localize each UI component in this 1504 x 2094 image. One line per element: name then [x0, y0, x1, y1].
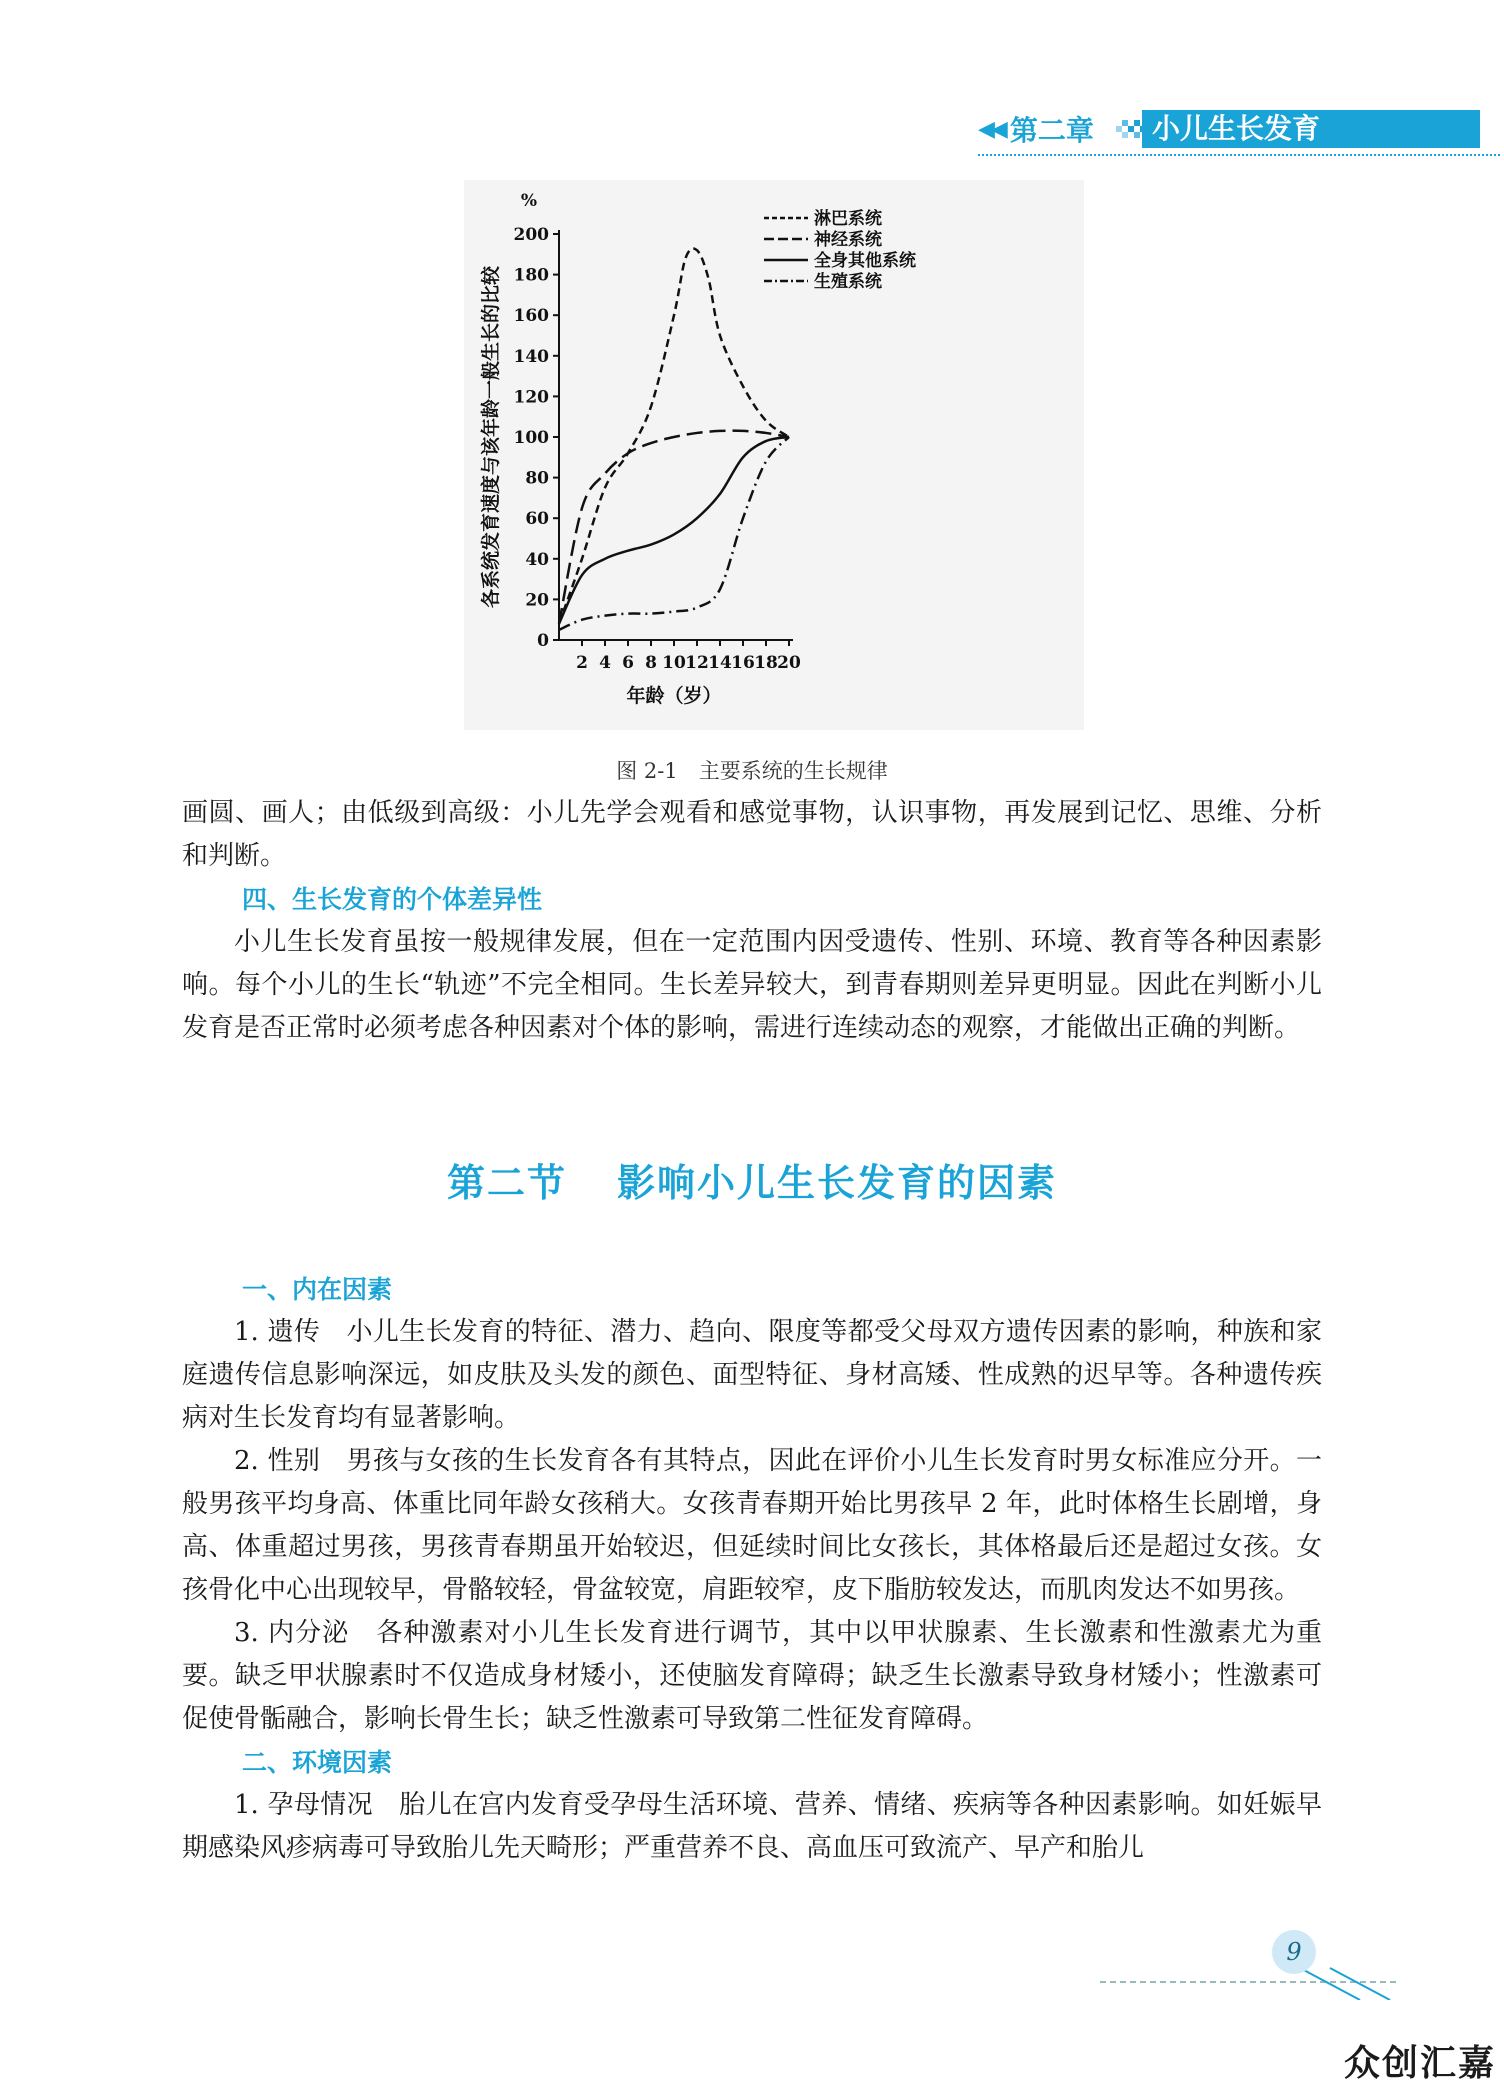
header-divider: [978, 154, 1500, 160]
x-axis-label: 年龄（岁）: [626, 685, 722, 707]
y-tick-label: 40: [525, 549, 549, 570]
growth-chart: [464, 180, 1084, 730]
figure-caption: 图 2-1 主要系统的生长规律: [616, 759, 888, 783]
x-tick-label: 12: [685, 653, 709, 673]
paragraph: 画圆、画人；由低级到高级：小儿先学会观看和感觉事物，认识事物，再发展到记忆、思维、分析和判断。: [182, 798, 1322, 871]
x-tick-label: 4: [599, 653, 611, 673]
series-line-全身其他系统: [559, 437, 789, 624]
page-number: 9: [1272, 1930, 1316, 1974]
x-tick-label: 18: [754, 653, 778, 673]
chapter-label: [978, 108, 1094, 150]
double-arrow-icon: ◀◀: [978, 116, 1004, 142]
paragraph: 小儿生长发育虽按一般规律发展，但在一定范围内因受遗传、性别、环境、教育等各种因素影响。每个小儿的生长“轨迹”不完全相同。生长差异较大，到青春期则差异更明显。因此在判断小儿发育是否正常时必须考虑各种因素对个体的影响，需进行连续动态的观察，才能做出正确的判断。: [182, 927, 1322, 1043]
y-tick-label: 20: [525, 590, 549, 611]
y-tick-label: 160: [513, 306, 549, 327]
y-unit-label: %: [520, 191, 538, 211]
subheading-internal-factors: 一、内在因素: [242, 1275, 393, 1304]
legend-label: 全身其他系统: [814, 251, 916, 271]
chapter-header: [978, 108, 1500, 150]
x-tick-label: 16: [731, 653, 755, 673]
growth-chart-figure: [464, 180, 1084, 730]
paragraph: 1. 孕母情况 胎儿在宫内发育受孕母生活环境、营养、情绪、疾病等各种因素影响。如妊娠早期感染风疹病毒可导致胎儿先天畸形；严重营养不良、高血压可致流产、早产和胎儿: [182, 1790, 1322, 1863]
y-tick-label: 180: [513, 265, 549, 286]
y-tick-label: 100: [513, 428, 549, 448]
x-tick-label: 10: [662, 653, 686, 673]
y-tick-label: 80: [525, 468, 549, 489]
section-heading: 影响小儿生长发育的因素: [617, 1161, 1058, 1205]
paragraph: 1. 遗传 小儿生长发育的特征、潜力、趋向、限度等都受父母双方遗传因素的影响，种族和家庭遗传信息影响深远，如皮肤及头发的颜色、面型特征、身材高矮、性成熟的迟早等。各种遗传疾病对生长发育均有显著影响。: [182, 1317, 1322, 1433]
x-tick-label: 8: [645, 653, 657, 673]
text-block-top: [182, 792, 1322, 1050]
legend-label: 生殖系统: [814, 272, 882, 292]
chapter-title-bar: [1142, 110, 1480, 148]
y-tick-label: 0: [537, 631, 549, 651]
text-block-bottom: [182, 1268, 1322, 1870]
y-tick-label: 120: [513, 387, 549, 408]
y-axis-label: 各系统发育速度与该年龄一般生长的比较: [480, 265, 502, 609]
x-tick-label: 20: [777, 653, 801, 673]
footer-deco-icon: [1100, 1960, 1400, 2000]
x-tick-label: 2: [576, 653, 588, 673]
paragraph: 3. 内分泌 各种激素对小儿生长发育进行调节，其中以甲状腺素、生长激素和性激素尤为重要。缺乏甲状腺素时不仅造成身材矮小，还使脑发育障碍；缺乏生长激素导致身材矮小；性激素可促使骨骺融合，影响长骨生长；缺乏性激素可导致第二性征发育障碍。: [182, 1618, 1322, 1734]
series-line-神经系统: [559, 431, 789, 624]
legend-label: 淋巴系统: [814, 209, 882, 229]
y-tick-label: 60: [525, 509, 549, 530]
paragraph: 2. 性别 男孩与女孩的生长发育各有其特点，因此在评价小儿生长发育时男女标准应分开。一般男孩平均身高、体重比同年龄女孩稍大。女孩青春期开始比男孩早 2 年，此时体格生长剧增，身高、体重超过男孩，男孩青春期虽开始较迟，但延续时间比女孩长，其体格最后还是超过女孩。女孩骨化中心出现较早，骨骼较轻，骨盆较宽，肩距较窄，皮下脂肪较发达，而肌肉发达不如男孩。: [182, 1446, 1322, 1605]
x-tick-label: 14: [708, 653, 732, 673]
section-title: [0, 1152, 1504, 1207]
watermark: 众创汇嘉: [1343, 2043, 1496, 2084]
section-number: 第二节: [446, 1161, 567, 1205]
y-tick-label: 140: [513, 346, 549, 367]
subheading-individual-difference: 四、生长发育的个体差异性: [242, 885, 543, 914]
chapter-title: 小儿生长发育: [1152, 112, 1321, 145]
y-tick-label: 200: [513, 225, 549, 245]
x-tick-label: 6: [622, 653, 634, 673]
chapter-number: 第二章: [1009, 114, 1094, 147]
subheading-environment-factors: 二、环境因素: [242, 1748, 393, 1777]
legend-label: 神经系统: [814, 230, 882, 250]
